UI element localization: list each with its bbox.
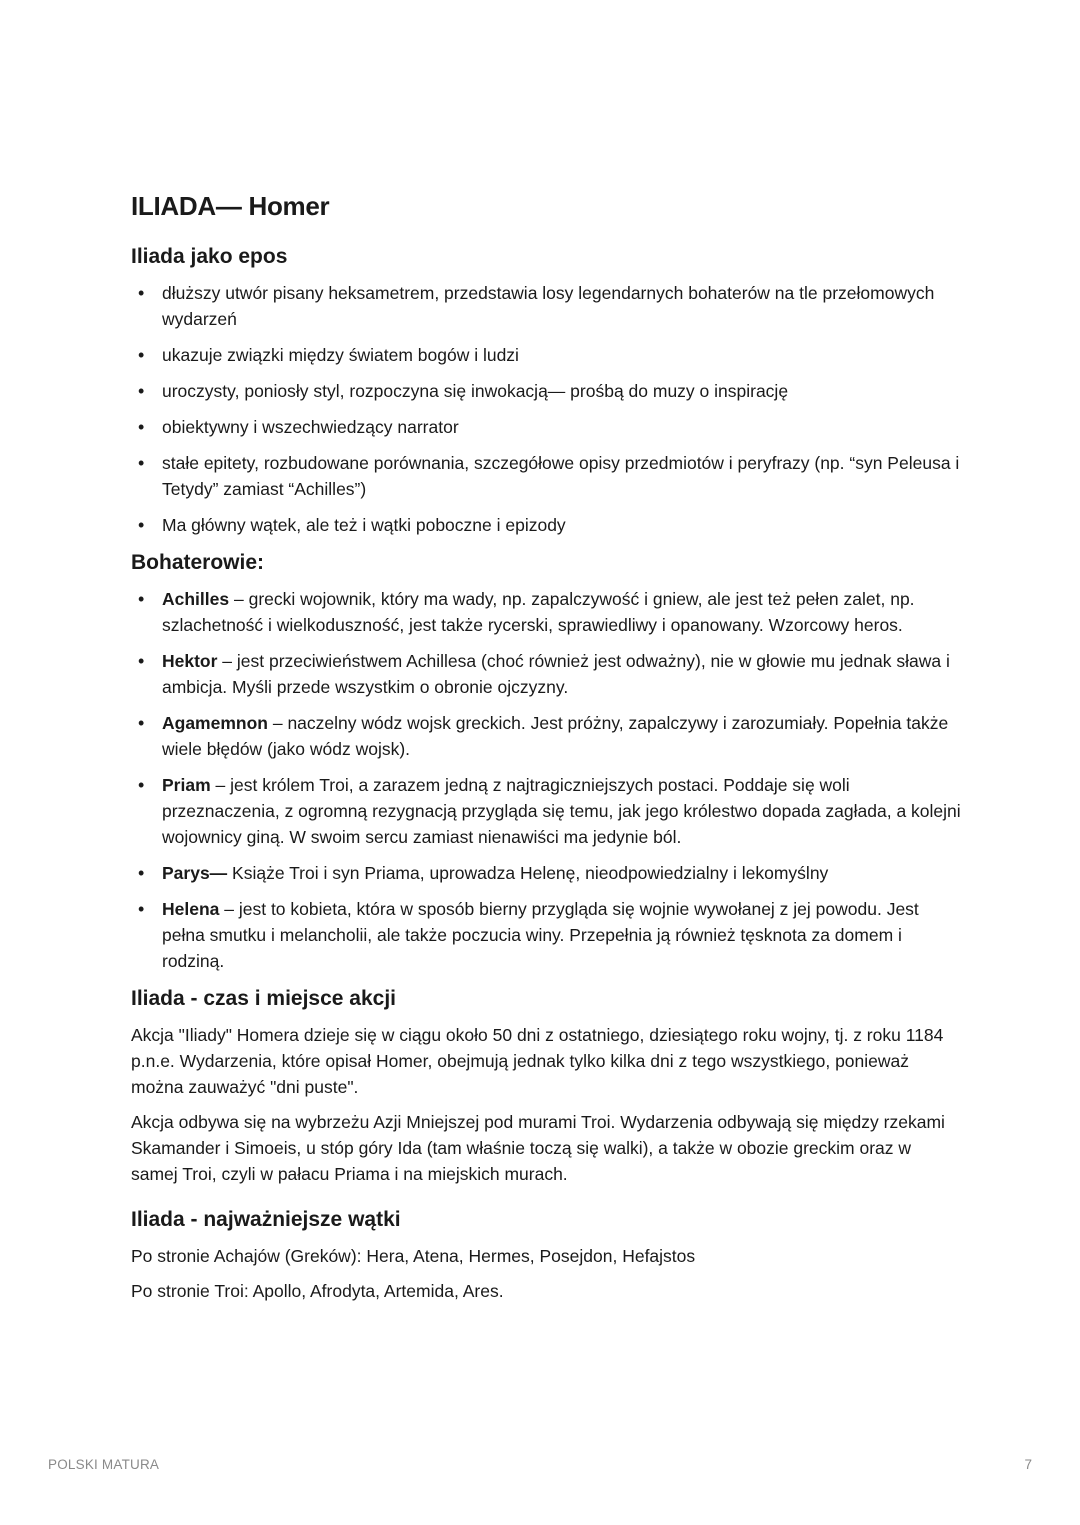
hero-item-agamemnon bbox=[162, 710, 961, 762]
hero-description: – jest to kobieta, która w sposób bierny przygląda się wojnie wywołanej z jej powodu. Jest pełna smutku i melancholii, ale także poczucia winy. Przepełnia ją również tęsknota za domem i rodziną. bbox=[162, 899, 919, 971]
paragraph-time: Akcja "Iliady" Homera dzieje się w ciągu około 50 dni z ostatniego, dziesiątego roku wojny, tj. z roku 1184 p.n.e. Wydarzenia, które opisał Homer, obejmują jednak tylko kilka dni z tego wszystkiego, ponieważ można zauważyć "dni puste". bbox=[131, 1025, 944, 1097]
hero-name: Parys— bbox=[162, 863, 228, 883]
section-heading-heroes: Bohaterowie: bbox=[131, 551, 265, 574]
hero-item-parys bbox=[162, 860, 961, 886]
list-item: • ukazuje związki między światem bogów i ludzi bbox=[162, 342, 961, 368]
footer-label: POLSKI MATURA bbox=[48, 1457, 160, 1472]
hero-description: – jest przeciwieństwem Achillesa (choć również jest odważny), nie w głowie mu jednak sława i ambicja. Myśli przede wszystkim o obronie ojczyzny. bbox=[162, 651, 950, 697]
section-heading-threads: Iliada - najważniejsze wątki bbox=[131, 1208, 401, 1231]
heroes-list bbox=[131, 586, 961, 974]
hero-item-priam bbox=[162, 772, 961, 850]
list-item: • obiektywny i wszechwiedzący narrator bbox=[162, 414, 961, 440]
document-body bbox=[131, 188, 961, 1313]
section-heading-epos: Iliada jako epos bbox=[131, 245, 288, 268]
hero-item-achilles bbox=[162, 586, 961, 638]
section-heading-time-place: Iliada - czas i miejsce akcji bbox=[131, 987, 396, 1010]
hero-item-hektor bbox=[162, 648, 961, 700]
list-item: • dłuższy utwór pisany heksametrem, przedstawia losy legendarnych bohaterów na tle przełomowych wydarzeń bbox=[162, 280, 961, 332]
paragraph-troy: Po stronie Troi: Apollo, Afrodyta, Artemida, Ares. bbox=[131, 1281, 504, 1301]
page-number: 7 bbox=[1024, 1457, 1032, 1472]
hero-name: Hektor bbox=[162, 651, 218, 671]
hero-name: Agamemnon bbox=[162, 713, 268, 733]
paragraph-achaeans: Po stronie Achajów (Greków): Hera, Atena, Hermes, Posejdon, Hefajstos bbox=[131, 1246, 696, 1266]
hero-name: Helena bbox=[162, 899, 220, 919]
hero-description: – grecki wojownik, który ma wady, np. zapalczywość i gniew, ale jest też pełen zalet, np. szlachetność i wielkoduszność, jest także rycerski, sprawiedliwy i opanowany. Wzorcowy heros. bbox=[162, 589, 915, 635]
hero-name: Achilles bbox=[162, 589, 230, 609]
page-title: ILIADA— Homer bbox=[131, 191, 330, 221]
paragraph-place: Akcja odbywa się na wybrzeżu Azji Mniejszej pod murami Troi. Wydarzenia odbywają się między rzekami Skamander i Simoeis, u stóp góry Ida (tam właśnie toczą się walki), a także w obozie greckim oraz w samej Troi, czyli w pałacu Priama i na miejskich murach. bbox=[131, 1112, 945, 1184]
hero-name: Priam bbox=[162, 775, 211, 795]
list-item: • stałe epitety, rozbudowane porównania, szczegółowe opisy przedmiotów i peryfrazy (np. “syn Peleusa i Tetydy” zamiast “Achilles”) bbox=[162, 450, 961, 502]
epos-list bbox=[131, 280, 961, 538]
list-item: • uroczysty, poniosły styl, rozpoczyna się inwokacją— prośbą do muzy o inspirację bbox=[162, 378, 961, 404]
hero-description: – naczelny wódz wojsk greckich. Jest próżny, zapalczywy i zarozumiały. Popełnia także wiele błędów (jako wódz wojsk). bbox=[162, 713, 949, 759]
hero-description: – jest królem Troi, a zarazem jedną z najtragiczniejszych postaci. Poddaje się woli przeznaczenia, z ogromną rezygnacją przygląda się temu, jak jego królestwo dopada zagłada, a kolejni wojownicy giną. W swoim sercu zamiast nienawiści ma jedynie ból. bbox=[162, 775, 961, 847]
hero-item-helena bbox=[162, 896, 961, 974]
hero-description: Książe Troi i syn Priama, uprowadza Helenę, nieodpowiedzialny i lekomyślny bbox=[227, 863, 829, 883]
list-item: • Ma główny wątek, ale też i wątki poboczne i epizody bbox=[162, 512, 961, 538]
